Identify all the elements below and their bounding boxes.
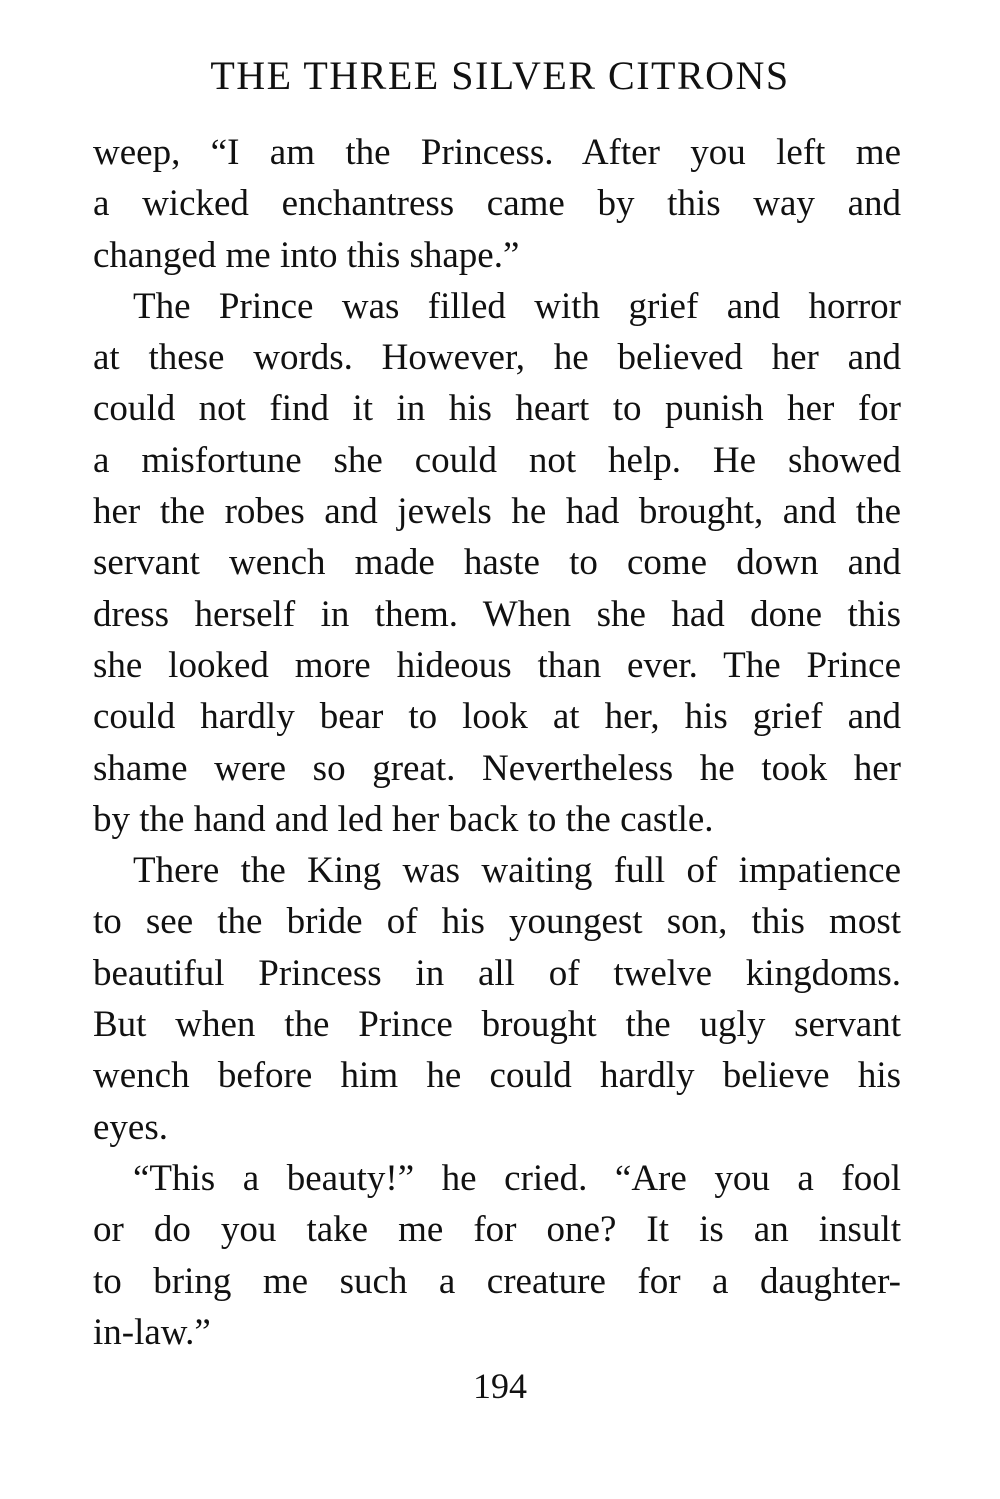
- text-line: her the robes and jewels he had brought, and the: [93, 491, 901, 533]
- body-text: [93, 127, 901, 1358]
- text-line: or do you take me for one? It is an insult: [93, 1209, 901, 1251]
- text-line: changed me into this shape.”: [93, 234, 520, 276]
- text-line: by the hand and led her back to the castle.: [93, 798, 714, 840]
- text-line: But when the Prince brought the ugly servant: [93, 1004, 901, 1046]
- text-line: servant wench made haste to come down and: [93, 542, 901, 584]
- text-line: at these words. However, he believed her and: [93, 337, 901, 379]
- text-line: to bring me such a creature for a daughter-: [93, 1260, 901, 1302]
- text-line: a misfortune she could not help. He showed: [93, 439, 901, 481]
- text-line: There the King was waiting full of impatience: [133, 850, 901, 892]
- text-line: shame were so great. Nevertheless he took her: [93, 747, 901, 789]
- text-line: eyes.: [93, 1106, 168, 1148]
- text-line: a wicked enchantress came by this way and: [93, 183, 901, 225]
- text-line: in-law.”: [93, 1311, 211, 1353]
- text-line: could hardly bear to look at her, his grief and: [93, 696, 901, 738]
- text-line: beautiful Princess in all of twelve kingdoms.: [93, 952, 901, 994]
- text-line: dress herself in them. When she had done this: [93, 593, 901, 635]
- text-line: weep, “I am the Princess. After you left me: [93, 132, 901, 173]
- text-line: to see the bride of his youngest son, this most: [93, 901, 901, 943]
- page-number: 194: [473, 1366, 527, 1406]
- text-line: “This a beauty!” he cried. “Are you a fool: [133, 1157, 901, 1199]
- text-line: she looked more hideous than ever. The Prince: [93, 644, 901, 686]
- running-head: THE THREE SILVER CITRONS: [210, 53, 790, 98]
- text-line: could not find it in his heart to punish her for: [93, 388, 901, 430]
- text-line: The Prince was filled with grief and horror: [133, 285, 901, 327]
- text-line: wench before him he could hardly believe his: [93, 1055, 901, 1097]
